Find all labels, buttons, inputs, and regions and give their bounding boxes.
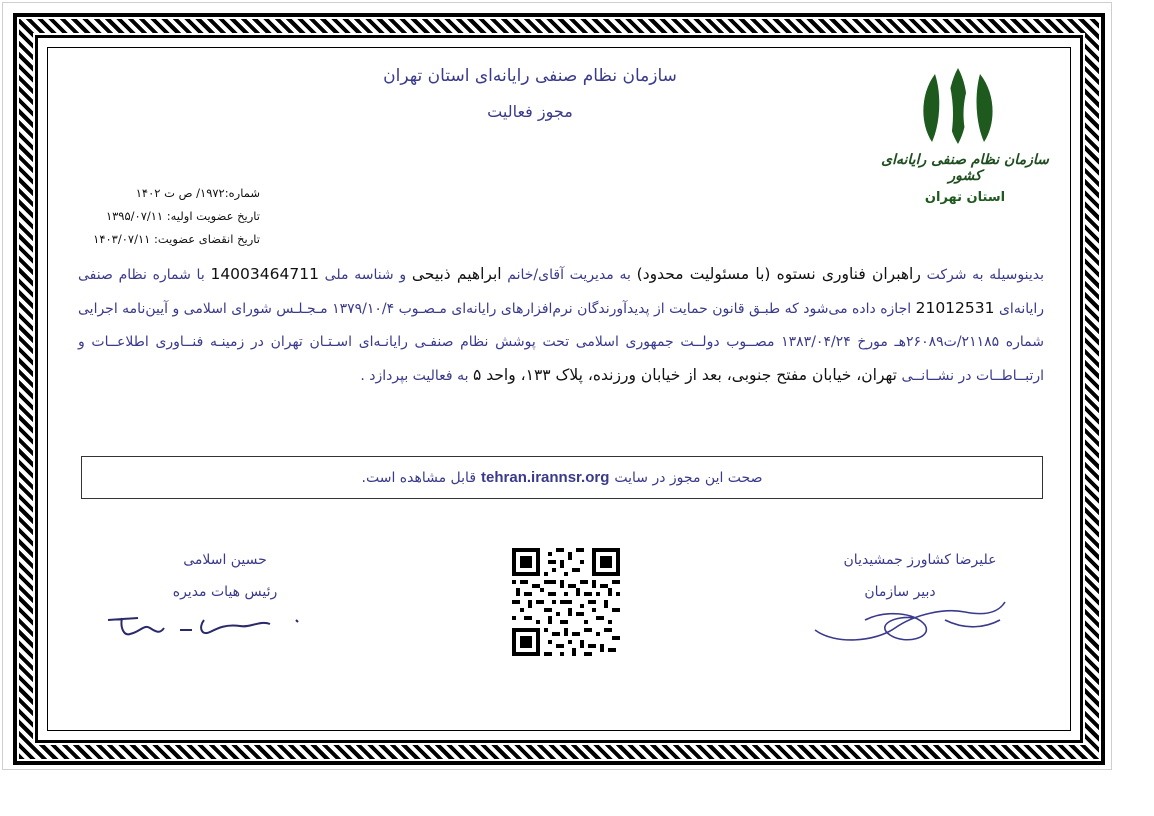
doc-title: مجوز فعالیت <box>487 102 573 121</box>
body-text-5: اجازه داده می‌شود که طبـق قانون حمایت از پدیدآورندگان نرم‌افزارهای رایانه‌ای مـصـوب ۱۳۷۹/۱۰/۴ مـجـلـس شورای اسلامی و آیین‌نامه اجرایی شماره ۲۱۱۸۵/ت۲۶۰۸۹هـ مورخ ۱۳۸۳/۰۴/۲۴ مصــوب دولــت جمهوری اسلامی تحت پوشش نظام صنفـی رایانـه‌ای اسـتـان تهران در زمینـه فنــاوری اطلاعــات و ارتبــاطــات در نشــانــی <box>78 301 1044 384</box>
verification-box <box>81 456 1043 499</box>
secretary-name: علیرضا کشاورز جمشیدیان <box>843 552 997 568</box>
secretary-signature <box>805 590 1015 650</box>
meta-block <box>80 182 260 251</box>
chairman-signature <box>100 606 310 646</box>
verify-text-before: صحت این مجوز در سایت <box>614 469 763 486</box>
national-id: 14003464711 <box>210 265 319 283</box>
body-text-6: به فعالیت بپردازد . <box>360 368 469 384</box>
address: تهران، خیابان مفتح جنوبی، بعد از خیابان ورزنده، پلاک ۱۳۳، واحد ۵ <box>472 366 897 384</box>
body-text-1: بدینوسیله به شرکت <box>926 267 1044 283</box>
body-text-4: با شماره نظام صنفی رایانه‌ای <box>78 267 1045 317</box>
guild-number: 21012531 <box>915 299 995 317</box>
license-number: شماره:۱۹۷۲/ ص ت ۱۴۰۲ <box>135 186 260 200</box>
chairman-role: رئیس هیات مدیره <box>172 584 278 600</box>
logo-org-name: سازمان نظام صنفی رایانه‌ای کشور <box>881 152 1049 184</box>
qr-code-icon <box>512 548 620 656</box>
body-text-3: و شناسه ملی <box>324 267 407 283</box>
expiry-date: تاریخ انقضای عضویت: ۱۴۰۳/۰۷/۱۱ <box>93 232 260 246</box>
first-membership-date: تاریخ عضویت اولیه: ۱۳۹۵/۰۷/۱۱ <box>105 209 260 223</box>
chairman-name: حسین اسلامی <box>183 552 267 568</box>
manager-name: ابراهیم ذبیحی <box>411 265 502 283</box>
verify-site-link[interactable]: tehran.irannsr.org <box>481 469 610 486</box>
logo-province: استان تهران <box>924 190 1006 205</box>
license-body <box>78 258 1044 393</box>
org-title: سازمان نظام صنفی رایانه‌ای استان تهران <box>383 66 677 86</box>
verify-text-after: قابل مشاهده است. <box>361 469 477 486</box>
company-name: راهبران فناوری نستوه (با مسئولیت محدود) <box>636 265 921 283</box>
secretary-role: دبیر سازمان <box>864 584 936 600</box>
body-text-2: به مدیریت آقای/خانم <box>507 267 631 283</box>
